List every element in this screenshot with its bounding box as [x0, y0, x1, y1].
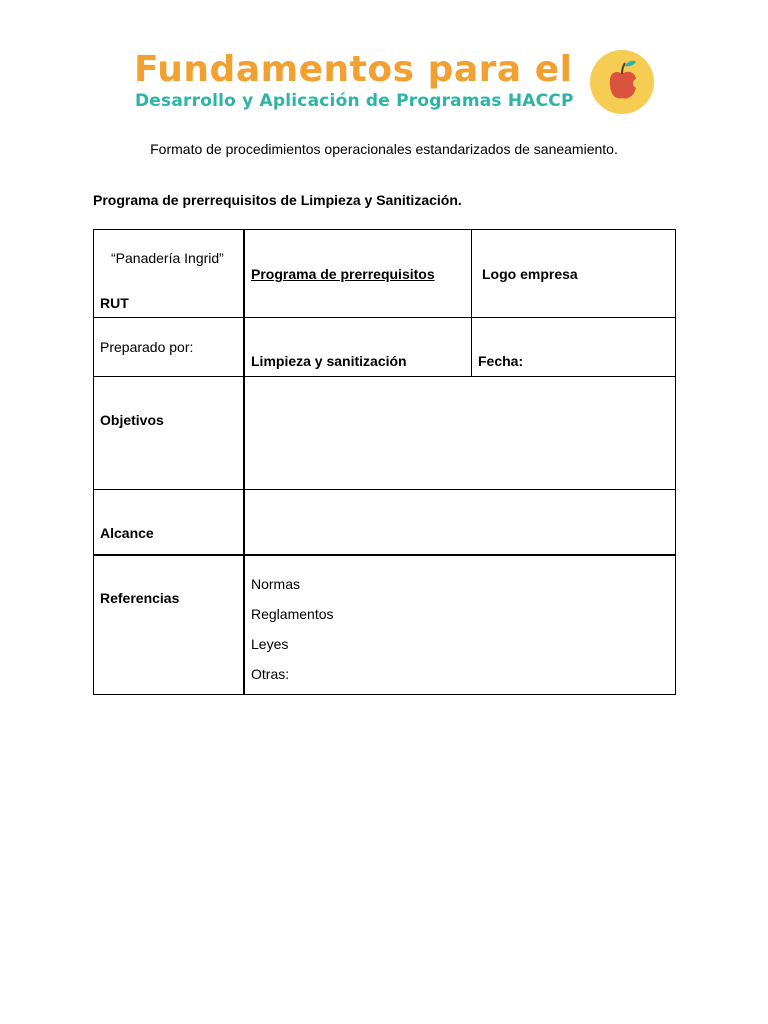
- apple-bite: [633, 79, 641, 87]
- apple-icon: [588, 50, 656, 114]
- reference-item: Reglamentos: [251, 606, 334, 622]
- program-label: Programa de prerrequisitos: [251, 266, 435, 282]
- document-subtitle: Formato de procedimientos operacionales estandarizados de saneamiento.: [150, 141, 618, 157]
- row-divider-4: [94, 554, 675, 556]
- scope-label: Alcance: [100, 525, 154, 541]
- section-heading: Programa de prerrequisitos de Limpieza y Sanitización.: [93, 192, 462, 208]
- header-banner: [134, 50, 664, 118]
- reference-item: Otras:: [251, 666, 290, 682]
- date-label: Fecha:: [478, 353, 524, 369]
- prepared-by-label: Preparado por:: [100, 339, 194, 355]
- program-name: Limpieza y sanitización: [251, 353, 407, 369]
- banner-title: Fundamentos para el: [134, 49, 573, 90]
- reference-item: Normas: [251, 576, 301, 592]
- logo-label: Logo empresa: [482, 266, 578, 282]
- procedure-form-table: [93, 229, 676, 695]
- rut-label: RUT: [100, 295, 129, 311]
- apple-body: [610, 72, 636, 99]
- row-divider-1: [94, 317, 675, 318]
- banner-subtitle: Desarrollo y Aplicación de Programas HACCP: [135, 91, 574, 111]
- references-label: Referencias: [100, 590, 180, 606]
- row-divider-2: [94, 376, 675, 377]
- reference-item: Leyes: [251, 636, 289, 652]
- company-name: “Panadería Ingrid”: [111, 250, 224, 266]
- column-divider-2: [471, 230, 472, 376]
- column-divider-1: [243, 230, 245, 694]
- row-divider-3: [94, 489, 675, 490]
- objectives-label: Objetivos: [100, 412, 164, 428]
